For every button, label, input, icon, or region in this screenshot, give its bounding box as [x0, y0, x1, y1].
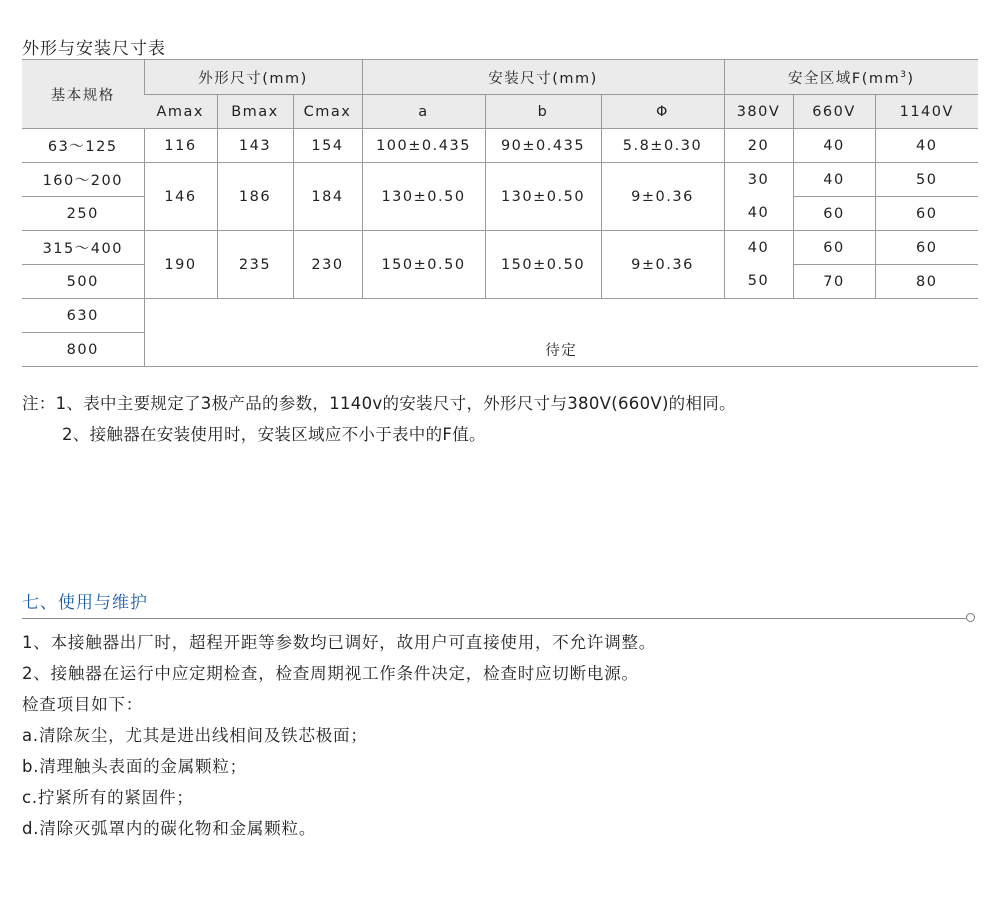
table-row — [22, 163, 978, 197]
cell-380v: 50 — [724, 265, 793, 299]
list-item: 1、本接触器出厂时，超程开距等参数均已调好，故用户可直接使用，不允许调整。 — [22, 633, 657, 652]
header-outer-dimensions: 外形尺寸(mm) — [144, 60, 362, 95]
cell-b: 90±0.435 — [485, 129, 601, 163]
section-title: 七、使用与维护 — [22, 593, 148, 613]
cell-bmax: 235 — [217, 231, 293, 299]
note-1: 注：1、表中主要规定了3极产品的参数，1140v的安装尺寸，外形尺寸与380V(660V)的相同。 — [22, 394, 736, 413]
cell-amax: 146 — [144, 163, 217, 231]
note-2: 2、接触器在安装使用时，安装区域应不小于表中的F值。 — [62, 425, 486, 444]
cell-amax: 116 — [144, 129, 217, 163]
cell-660v: 40 — [793, 163, 875, 197]
cell-a: 100±0.435 — [362, 129, 485, 163]
cell-spec: 160～200 — [22, 163, 144, 197]
cell-660v: 60 — [793, 197, 875, 231]
table-row — [22, 299, 978, 333]
list-item: b.清理触头表面的金属颗粒； — [22, 757, 247, 776]
cell-a: 130±0.50 — [362, 163, 485, 231]
list-item: 2、接触器在运行中应定期检查，检查周期视工作条件决定，检查时应切断电源。 — [22, 664, 639, 683]
dimensions-table — [22, 59, 978, 367]
header-660v: 660V — [793, 95, 875, 129]
header-spec: 基本规格 — [22, 60, 144, 129]
header-380v: 380V — [724, 95, 793, 129]
cell-b: 150±0.50 — [485, 231, 601, 299]
header-1140v: 1140V — [875, 95, 978, 129]
divider-circle-icon — [966, 613, 975, 622]
cell-cmax: 230 — [293, 231, 362, 299]
cell-spec: 63～125 — [22, 129, 144, 163]
header-safety-zone: 安全区域$F(mm^3)$ — [724, 60, 978, 95]
cell-bmax: 143 — [217, 129, 293, 163]
cell-1140v: 40 — [875, 129, 978, 163]
cell-cmax: 154 — [293, 129, 362, 163]
cell-pending: 待定 — [144, 299, 978, 367]
cell-380v: 20 — [724, 129, 793, 163]
cell-380v: 30 — [724, 163, 793, 197]
cell-1140v: 60 — [875, 231, 978, 265]
header-b: b — [485, 95, 601, 129]
cell-spec: 250 — [22, 197, 144, 231]
cell-1140v: 60 — [875, 197, 978, 231]
cell-1140v: 80 — [875, 265, 978, 299]
table-row — [22, 129, 978, 163]
list-item: a.清除灰尘，尤其是进出线相间及铁芯极面； — [22, 726, 368, 745]
cell-phi: 9±0.36 — [601, 231, 724, 299]
cell-380v: 40 — [724, 231, 793, 265]
table-title: 外形与安装尺寸表 — [22, 39, 166, 59]
list-item: d.清除灭弧罩内的碳化物和金属颗粒。 — [22, 819, 317, 838]
header-amax: Amax — [144, 95, 217, 129]
header-mount-dimensions: 安装尺寸(mm) — [362, 60, 724, 95]
cell-a: 150±0.50 — [362, 231, 485, 299]
cell-bmax: 186 — [217, 163, 293, 231]
list-item: c.拧紧所有的紧固件； — [22, 788, 194, 807]
cell-b: 130±0.50 — [485, 163, 601, 231]
section-divider — [22, 618, 968, 619]
cell-660v: 60 — [793, 231, 875, 265]
cell-660v: 40 — [793, 129, 875, 163]
cell-spec: 315～400 — [22, 231, 144, 265]
cell-amax: 190 — [144, 231, 217, 299]
cell-cmax: 184 — [293, 163, 362, 231]
cell-660v: 70 — [793, 265, 875, 299]
cell-spec: 800 — [22, 333, 144, 367]
cell-380v: 40 — [724, 197, 793, 231]
list-item: 检查项目如下： — [22, 695, 144, 714]
header-bmax: Bmax — [217, 95, 293, 129]
table-row — [22, 231, 978, 265]
cell-spec: 630 — [22, 299, 144, 333]
cell-1140v: 50 — [875, 163, 978, 197]
cell-phi: 9±0.36 — [601, 163, 724, 231]
cell-phi: 5.8±0.30 — [601, 129, 724, 163]
header-a: a — [362, 95, 485, 129]
header-cmax: Cmax — [293, 95, 362, 129]
cell-spec: 500 — [22, 265, 144, 299]
maintenance-list — [22, 627, 656, 844]
header-phi: Φ — [601, 95, 724, 129]
